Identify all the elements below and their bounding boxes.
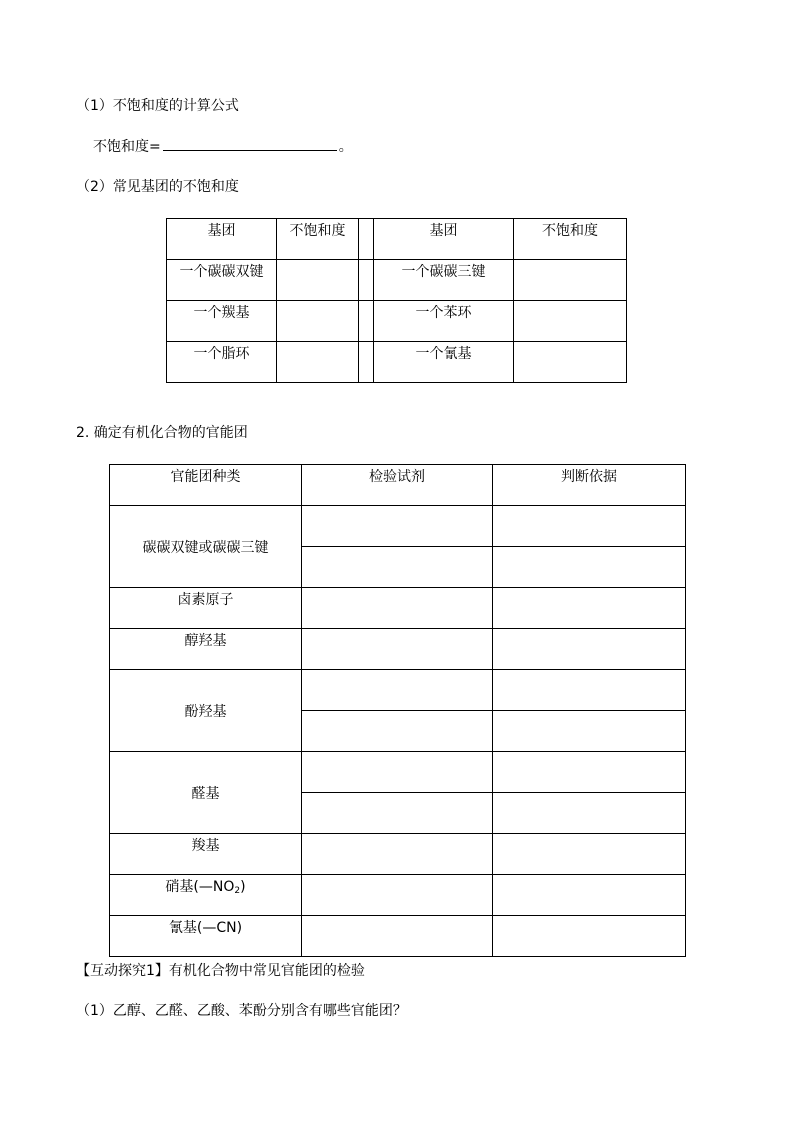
reagent-cell[interactable] [302, 588, 493, 629]
section-3-question-1: （1）乙醇、乙醛、乙酸、苯酚分别含有哪些官能团？ [76, 1003, 407, 1019]
group-type-cell: 醇羟基 [110, 629, 302, 670]
reagent-cell[interactable] [302, 670, 493, 711]
unsaturation-table [166, 218, 627, 383]
basis-cell[interactable] [493, 711, 686, 752]
group-cell: 一个羰基 [167, 301, 277, 342]
header-unsat-right: 不饱和度 [514, 219, 627, 260]
group-cell: 一个碳碳双键 [167, 260, 277, 301]
table-divider [359, 260, 374, 301]
answer-cell[interactable] [514, 301, 627, 342]
table-row [110, 834, 686, 875]
group-type-cell: 硝基$(—NO_2)$ [110, 875, 302, 916]
reagent-cell[interactable] [302, 629, 493, 670]
reagent-cell[interactable] [302, 752, 493, 793]
table-row [110, 916, 686, 957]
formula-line [93, 137, 353, 156]
reagent-cell[interactable] [302, 916, 493, 957]
basis-cell[interactable] [493, 875, 686, 916]
reagent-cell[interactable] [302, 875, 493, 916]
reagent-cell[interactable] [302, 547, 493, 588]
functional-group-table [109, 464, 686, 957]
table-row [110, 670, 686, 711]
table-row [167, 301, 627, 342]
basis-cell[interactable] [493, 547, 686, 588]
header-group-right: 基团 [374, 219, 514, 260]
question-1-title: （1）不饱和度的计算公式 [76, 98, 239, 114]
header-group-type: 官能团种类 [110, 465, 302, 506]
table-row [110, 629, 686, 670]
basis-cell[interactable] [493, 834, 686, 875]
section-3-title: 【互动探究1】有机化合物中常见官能团的检验 [76, 963, 365, 979]
group-cell: 一个碳碳三键 [374, 260, 514, 301]
basis-cell[interactable] [493, 793, 686, 834]
answer-cell[interactable] [514, 260, 627, 301]
answer-cell[interactable] [277, 342, 359, 383]
basis-cell[interactable] [493, 670, 686, 711]
group-cell: 一个氰基 [374, 342, 514, 383]
table-row [167, 342, 627, 383]
group-type-cell: 羧基 [110, 834, 302, 875]
question-2-title: （2）常见基团的不饱和度 [76, 179, 239, 195]
answer-cell[interactable] [514, 342, 627, 383]
group-cell: 一个苯环 [374, 301, 514, 342]
answer-cell[interactable] [277, 301, 359, 342]
reagent-cell[interactable] [302, 506, 493, 547]
basis-cell[interactable] [493, 588, 686, 629]
basis-cell[interactable] [493, 506, 686, 547]
table-row [110, 506, 686, 547]
group-type-cell: 醛基 [110, 752, 302, 834]
formula-label: 不饱和度= [93, 139, 161, 155]
table-divider [359, 301, 374, 342]
basis-cell[interactable] [493, 629, 686, 670]
table-row [110, 875, 686, 916]
table-divider [359, 342, 374, 383]
section-2-title: 2. 确定有机化合物的官能团 [76, 425, 248, 441]
formula-blank[interactable] [163, 137, 337, 151]
group-type-cell: 碳碳双键或碳碳三键 [110, 506, 302, 588]
group-cell: 一个脂环 [167, 342, 277, 383]
group-type-cell: 氰基(—CN) [110, 916, 302, 957]
table-row [167, 260, 627, 301]
header-group-left: 基团 [167, 219, 277, 260]
header-reagent: 检验试剂 [302, 465, 493, 506]
header-unsat-left: 不饱和度 [277, 219, 359, 260]
table-row [110, 588, 686, 629]
answer-cell[interactable] [277, 260, 359, 301]
group-type-cell: 卤素原子 [110, 588, 302, 629]
reagent-cell[interactable] [302, 711, 493, 752]
reagent-cell[interactable] [302, 793, 493, 834]
table-row [110, 752, 686, 793]
table-divider [359, 219, 374, 260]
reagent-cell[interactable] [302, 834, 493, 875]
header-basis: 判断依据 [493, 465, 686, 506]
basis-cell[interactable] [493, 752, 686, 793]
basis-cell[interactable] [493, 916, 686, 957]
group-type-cell: 酚羟基 [110, 670, 302, 752]
formula-end: 。 [338, 139, 353, 155]
